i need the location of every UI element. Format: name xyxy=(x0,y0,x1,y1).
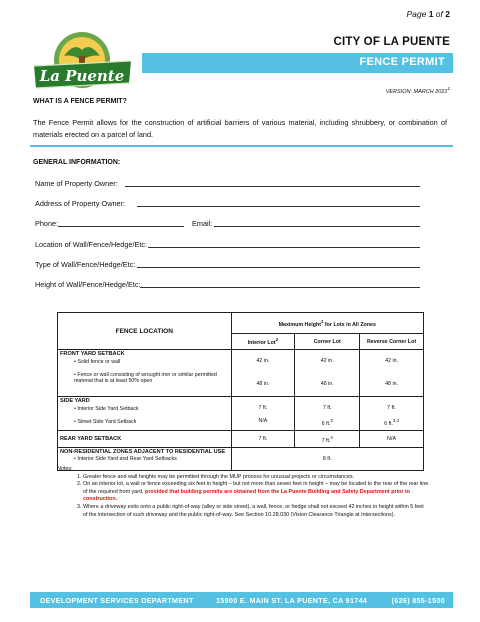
owner-address-field[interactable] xyxy=(137,206,420,207)
email-label: Email: xyxy=(192,219,213,228)
reverse-corner-lot-header: Reverse Corner Lot xyxy=(360,334,424,350)
max-height-header: Maximum Height$^1$ for Lots in All Zones xyxy=(231,313,423,334)
owner-address-label: Address of Property Owner: xyxy=(35,199,126,208)
height-field[interactable] xyxy=(140,287,420,288)
phone-label: Phone: xyxy=(35,219,59,228)
side-yard-cell xyxy=(58,397,232,431)
notes xyxy=(57,466,429,519)
rear-interior-value: 7 ft. xyxy=(231,431,295,448)
corner-lot-header: Corner Lot xyxy=(295,334,360,350)
front-yard-heading: FRONT YARD SETBACK xyxy=(60,351,125,357)
side-interior-values: 7 ft. N/A xyxy=(231,397,295,431)
front-interior-values: 42 in. 48 in. xyxy=(231,350,295,397)
note-1: 1. Greater fence and wall heights may be permitted through the MUP process for unusual projects or circumstances. xyxy=(83,474,429,482)
footer-bar xyxy=(30,592,453,608)
footer-department: DEVELOPMENT SERVICES DEPARTMENT xyxy=(40,596,194,605)
nonres-heading: NON-RESIDENTIAL ZONES ADJACENT TO RESIDENTIAL USE xyxy=(60,449,226,455)
intro-heading: WHAT IS A FENCE PERMIT? xyxy=(33,98,127,105)
note-2: 2. On an interior lot, a wall or fence exceeding six feet in height – but not more than seven feet in height – may be located to the rear of the rear line of the required front yard, provided that building permits are obtained from the La Puente Building and Safety Department prior to construction. xyxy=(83,481,429,504)
side-corner-values: 7 ft. 6 ft.$^3$ xyxy=(295,397,360,431)
owner-name-label: Name of Property Owner: xyxy=(35,179,118,188)
nonres-value: 8 ft. xyxy=(231,448,423,471)
phone-field[interactable] xyxy=(58,226,184,227)
side-yard-heading: SIDE YARD xyxy=(60,398,90,404)
type-label: Type of Wall/Fence/Hedge/Etc: xyxy=(35,260,136,269)
owner-name-field[interactable] xyxy=(125,186,420,187)
location-field[interactable] xyxy=(148,247,420,248)
page-number: Page 1 of 2 xyxy=(406,9,450,19)
fence-location-header: FENCE LOCATION xyxy=(58,313,232,350)
front-corner-values: 42 in. 48 in. xyxy=(295,350,360,397)
rear-corner-value: 7 ft.$^4$ xyxy=(295,431,360,448)
footer-address: 15900 E. MAIN ST. LA PUENTE, CA 91744 xyxy=(216,596,368,605)
height-label: Height of Wall/Fence/Hedge/Etc: xyxy=(35,280,141,289)
front-wrought-item: • Fence or wall consisting of wrought iron or similar permitted material that is at least 50% open xyxy=(74,372,217,384)
side-reverse-values: 7 ft. 6 ft.$^{3,4}$ xyxy=(360,397,424,431)
type-field[interactable] xyxy=(137,267,420,268)
section-divider xyxy=(30,145,453,147)
intro-text: The Fence Permit allows for the construction of artificial barriers of various material, including shrubbery, or combination of materials erected on a parcel of land. xyxy=(33,118,447,139)
note-3: 3. Where a driveway exits onto a public right-of-way (alley or side street), a wall, fence, or hedge shall not exceed 42 inches in height within 5 feet of the intersection of such driveway and the public right-of-way. See Section 10.28.030 (Vision Clearance Triangle at Intersections). xyxy=(83,504,429,519)
footer-phone: (626) 855-1500 xyxy=(391,596,445,605)
notes-heading: Notes: xyxy=(57,466,73,472)
front-reverse-values: 42 in. 48 in. xyxy=(360,350,424,397)
rear-reverse-value: N/A xyxy=(360,431,424,448)
title-banner xyxy=(142,53,453,73)
side-interior-item: • Interior Side Yard Setback xyxy=(74,406,139,412)
version-label: VERSION: MARCH 2021$^1$ xyxy=(385,86,450,95)
email-field[interactable] xyxy=(214,226,420,227)
front-yard-cell xyxy=(58,350,232,397)
city-name: CITY OF LA PUENTE xyxy=(333,36,450,48)
general-heading: GENERAL INFORMATION: xyxy=(33,159,121,166)
la-puente-logo xyxy=(30,28,135,96)
location-label: Location of Wall/Fence/Hedge/Etc: xyxy=(35,240,148,249)
svg-text:La Puente: La Puente xyxy=(39,67,125,85)
fence-height-table xyxy=(57,312,424,471)
permit-title: FENCE PERMIT xyxy=(359,56,445,68)
nonres-item: • Interior Side Yard and Rear Yard Setbacks xyxy=(74,456,177,462)
interior-lot-header: Interior Lot$^2$ xyxy=(231,334,295,350)
front-solid-item: • Solid fence or wall xyxy=(74,359,121,365)
rear-yard-heading: REAR YARD SETBACK xyxy=(58,431,232,448)
side-street-item: • Street Side Yard Setback xyxy=(74,419,137,425)
